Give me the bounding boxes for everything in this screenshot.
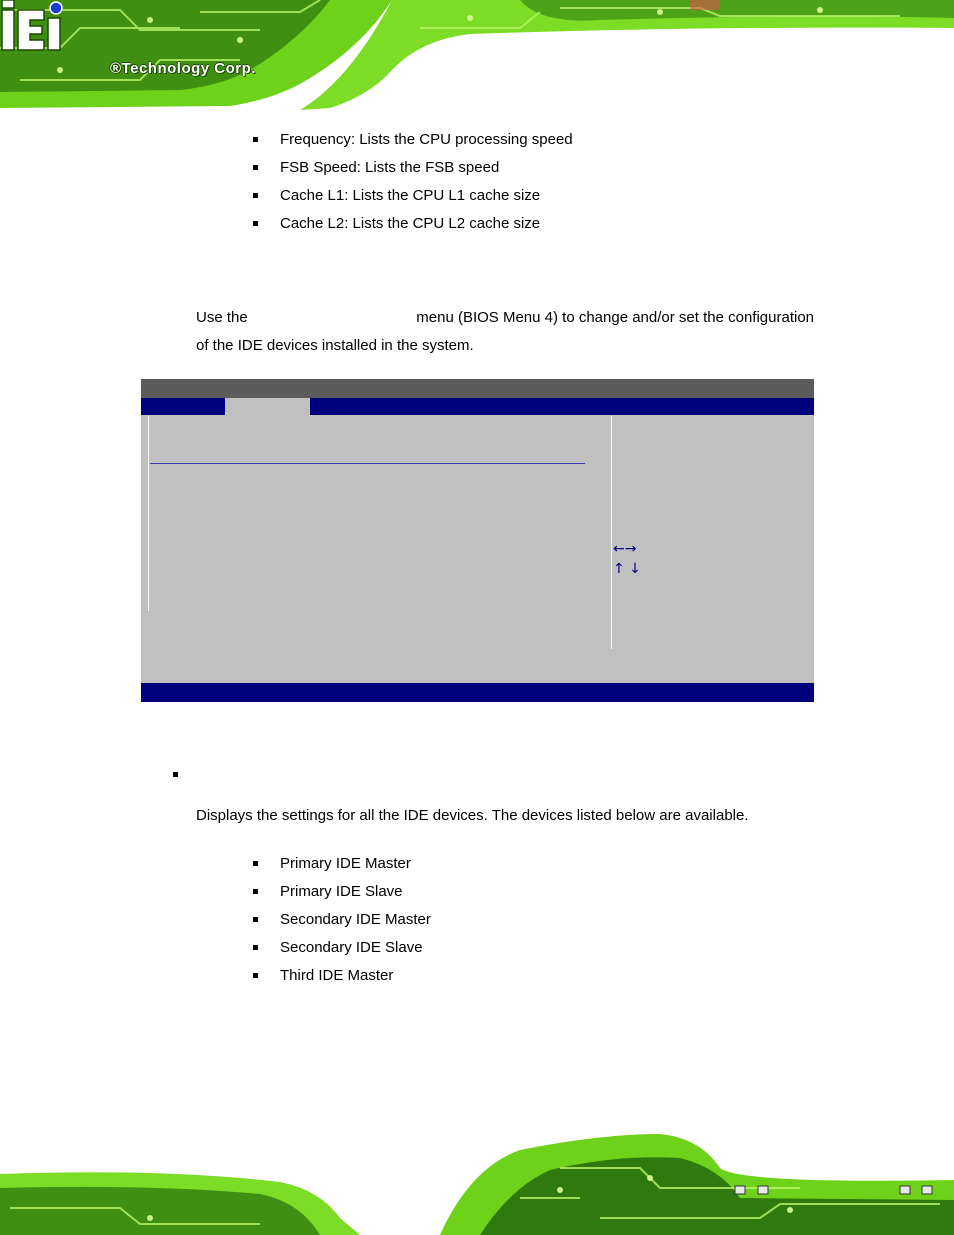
circuit-board-footer-graphic [0, 1128, 954, 1235]
list-item: Secondary IDE Master [253, 911, 431, 939]
bios-panel-left-border [148, 416, 149, 611]
company-logo-text: ®Technology Corp. [110, 60, 256, 77]
ide-devices-description: Displays the settings for all the IDE devices. The devices listed below are available. [196, 807, 749, 824]
ide-intro-text-start: Use the [196, 309, 248, 326]
bullet-square-icon [253, 193, 258, 198]
bullet-square-icon [253, 221, 258, 226]
section-bullet-icon [173, 772, 178, 777]
ide-intro-text-line2: of the IDE devices installed in the system. [196, 337, 474, 354]
bullet-square-icon [253, 861, 258, 866]
list-item: Cache L2: Lists the CPU L2 cache size [253, 215, 573, 243]
list-item: Primary IDE Master [253, 855, 431, 883]
bios-section-separator-line [150, 463, 585, 464]
bullet-square-icon [253, 889, 258, 894]
list-item: Secondary IDE Slave [253, 939, 431, 967]
bios-title-bar [141, 379, 814, 398]
list-item: FSB Speed: Lists the FSB speed [253, 159, 573, 187]
page-footer-banner [0, 1128, 954, 1235]
bios-ide-configuration-screenshot [141, 379, 814, 702]
cpu-info-list [253, 131, 573, 243]
ide-intro-text-end: menu (BIOS Menu 4) to change and/or set the configuration [416, 309, 814, 326]
list-item: Frequency: Lists the CPU processing speed [253, 131, 573, 159]
bios-navigation-key-hints [613, 539, 641, 579]
bios-tab-advanced-selected[interactable] [225, 398, 310, 415]
bullet-square-icon [253, 137, 258, 142]
up-down-arrows-icon: ↑ ↓ [613, 561, 641, 577]
bios-menu-bar [141, 398, 814, 415]
bullet-square-icon [253, 945, 258, 950]
page-header-banner [0, 0, 954, 112]
left-right-arrows-icon: ←→ [613, 541, 637, 557]
circuit-board-header-graphic [0, 0, 954, 112]
list-item: Cache L1: Lists the CPU L1 cache size [253, 187, 573, 215]
bios-status-bar [141, 683, 814, 702]
iei-logo-icon [0, 0, 68, 52]
list-item: Third IDE Master [253, 967, 431, 995]
list-item: Primary IDE Slave [253, 883, 431, 911]
ide-intro-paragraph [196, 304, 814, 360]
bios-tab-main[interactable] [141, 398, 225, 415]
bullet-square-icon [253, 917, 258, 922]
bullet-square-icon [253, 165, 258, 170]
bullet-square-icon [253, 973, 258, 978]
ide-devices-list [253, 855, 431, 995]
bios-help-panel-divider [611, 416, 612, 649]
